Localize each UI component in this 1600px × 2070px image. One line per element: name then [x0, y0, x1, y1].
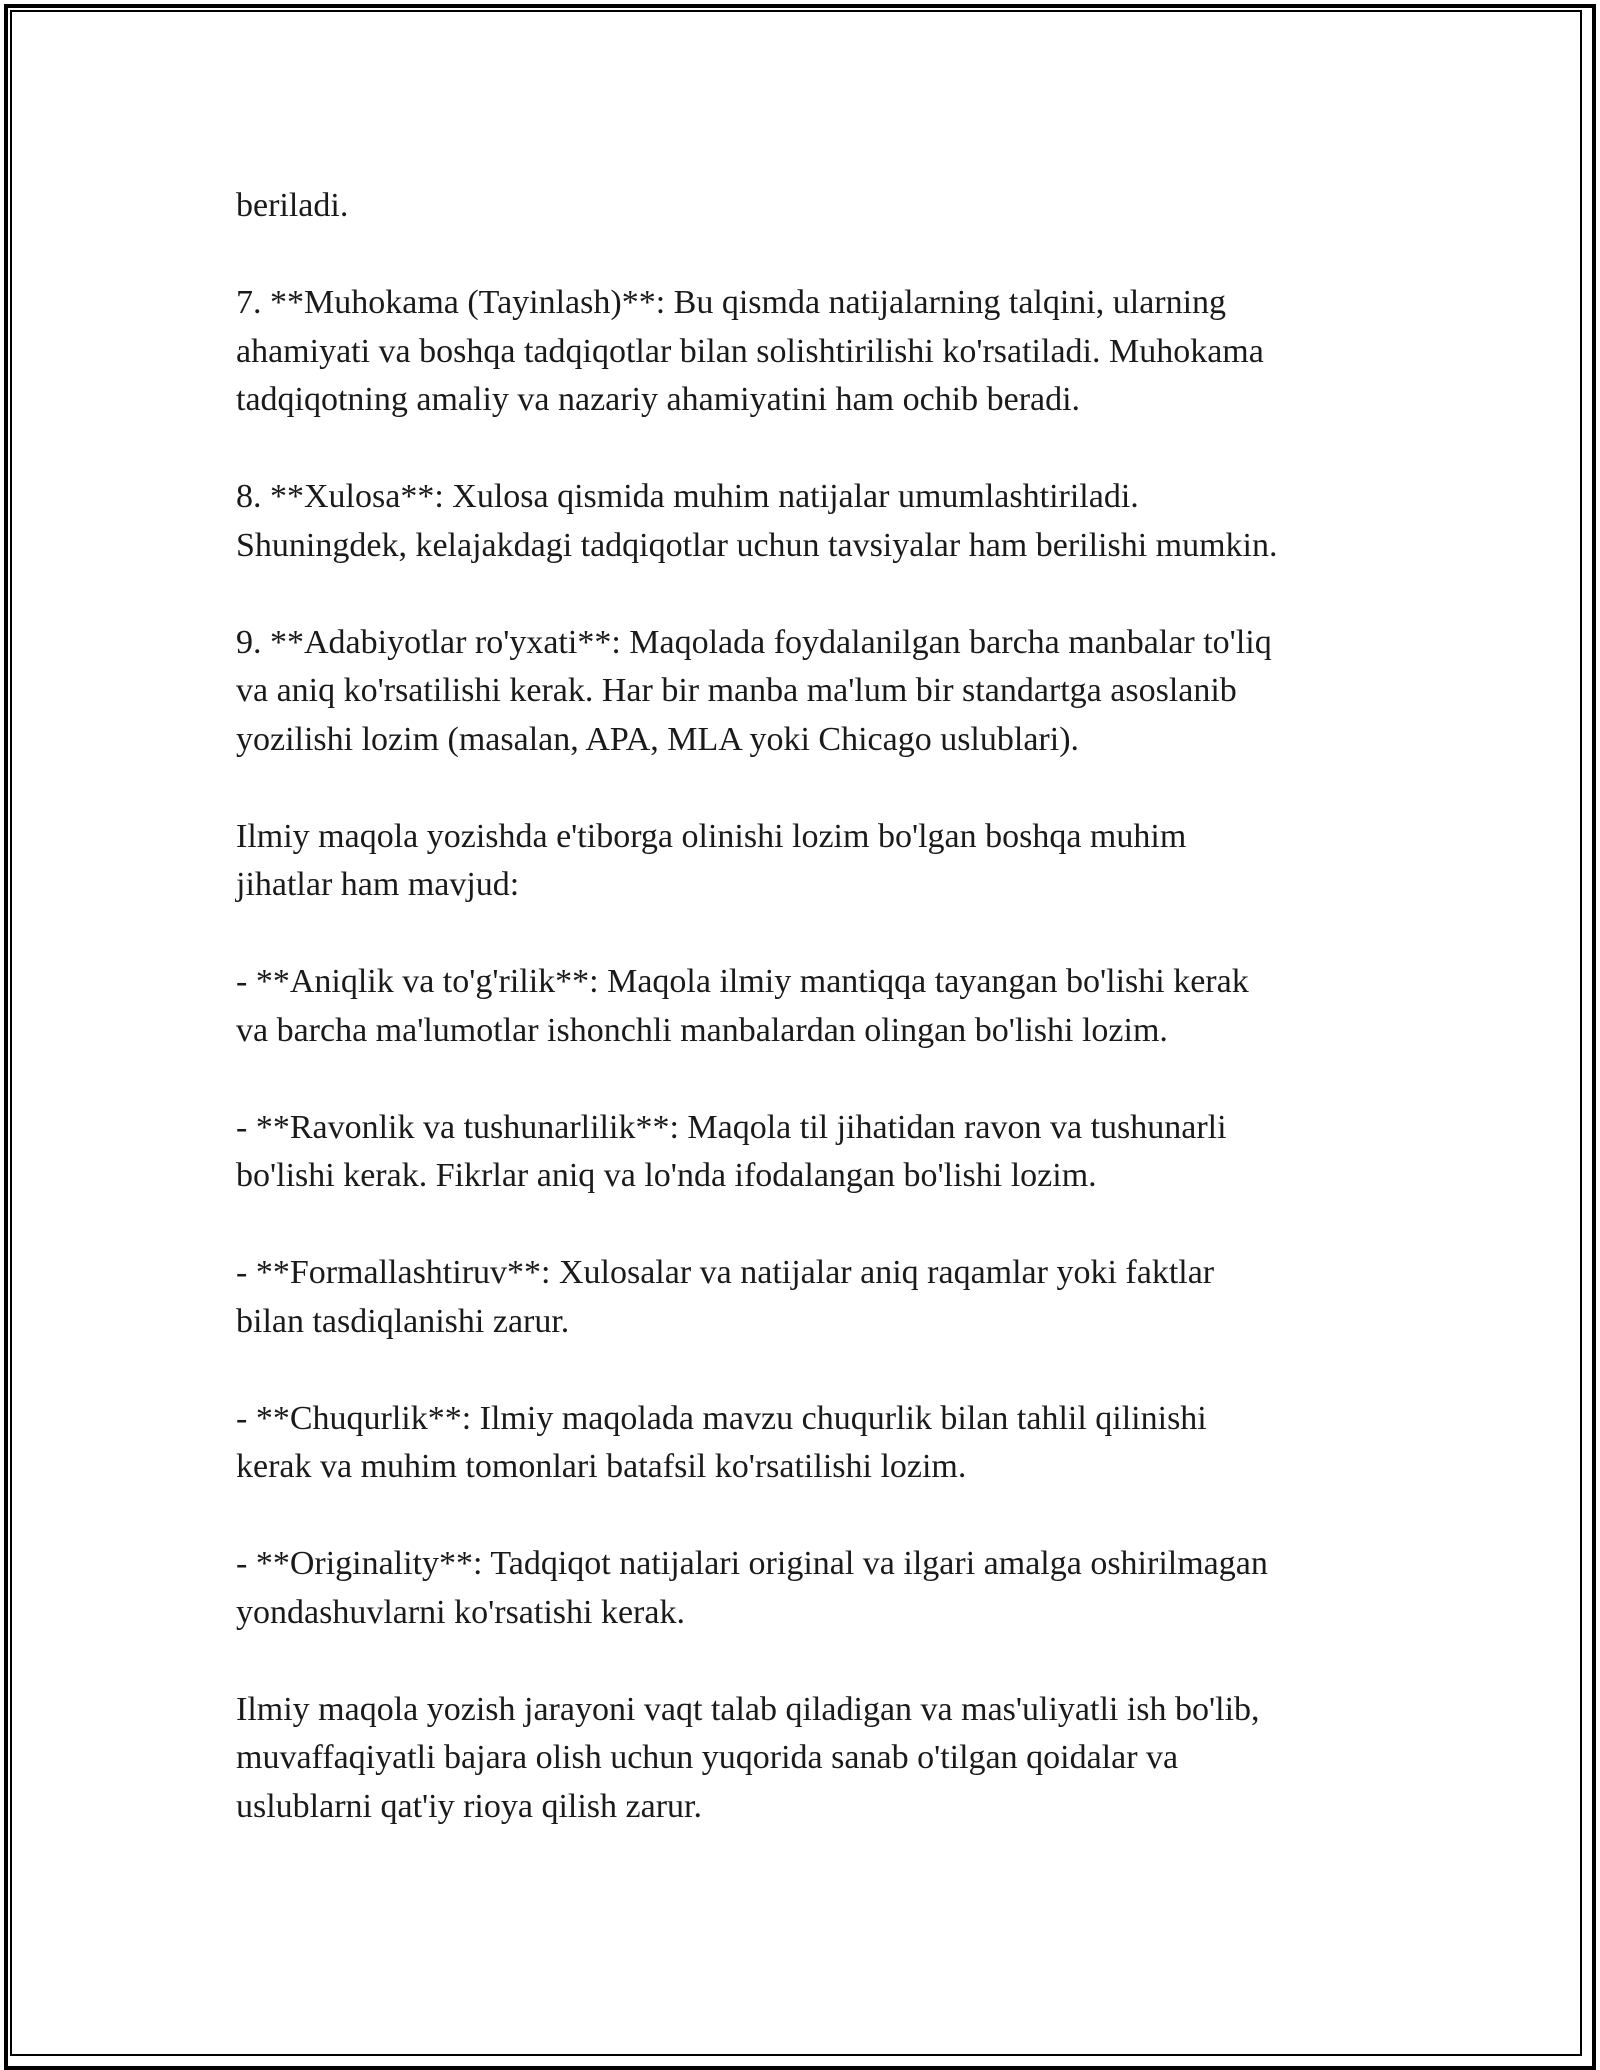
paragraph-conclusion: Ilmiy maqola yozish jarayoni vaqt talab qiladigan va mas'uliyatli ish bo'lib, muvaffaqiyatli bajara olish uchun yuqorida sanab o'tilgan qoidalar va uslublarni qat'iy rioya qilish zarur. — [236, 1690, 1260, 1825]
paragraph-section-7-muhokama: 7. **Muhokama (Tayinlash)**: Bu qismda natijalarning talqini, ularning ahamiyati va boshqa tadqiqotlar bilan solishtirilishi ko'rsatiladi. Muhokama tadqiqotning amaliy va nazariy ahamiyatini ham ochib beradi. — [236, 284, 1264, 418]
bullet-chuqurlik: - **Chuqurlik**: Ilmiy maqolada mavzu chuqurlik bilan tahlil qilinishi kerak va muhim tomonlari batafsil ko'rsatilishi lozim. — [236, 1399, 1207, 1485]
document-body — [236, 182, 1386, 1831]
paragraph-section-8-xulosa: 8. **Xulosa**: Xulosa qismida muhim natijalar umumlashtiriladi. Shuningdek, kelajakdagi tadqiqotlar uchun tavsiyalar ham berilishi mumkin. — [236, 478, 1278, 564]
bullet-originality: - **Originality**: Tadqiqot natijalari original va ilgari amalga oshirilmagan yondashuvlarni ko'rsatishi kerak. — [236, 1545, 1268, 1631]
paragraph-continuation: beriladi. — [236, 187, 349, 224]
paragraph-intro-aspects: Ilmiy maqola yozishda e'tiborga olinishi lozim bo'lgan boshqa muhim jihatlar ham mavjud: — [236, 817, 1187, 903]
bullet-aniqlik: - **Aniqlik va to'g'rilik**: Maqola ilmiy mantiqqa tayangan bo'lishi kerak va barcha ma'lumotlar ishonchli manbalardan olingan bo'lishi lozim. — [236, 963, 1249, 1049]
bullet-ravonlik: - **Ravonlik va tushunarlilik**: Maqola til jihatidan ravon va tushunarli bo'lishi kerak. Fikrlar aniq va lo'nda ifodalangan bo'lishi lozim. — [236, 1108, 1227, 1194]
paragraph-section-9-adabiyotlar: 9. **Adabiyotlar ro'yxati**: Maqolada foydalanilgan barcha manbalar to'liq va aniq ko'rsatilishi kerak. Har bir manba ma'lum bir standartga asoslanib yozilishi lozim (masalan, APA, MLA yoki Chicago uslublari). — [236, 623, 1272, 758]
bullet-formallashtiruv: - **Formallashtiruv**: Xulosalar va natijalar aniq raqamlar yoki faktlar bilan tasdiqlanishi zarur. — [236, 1254, 1215, 1340]
